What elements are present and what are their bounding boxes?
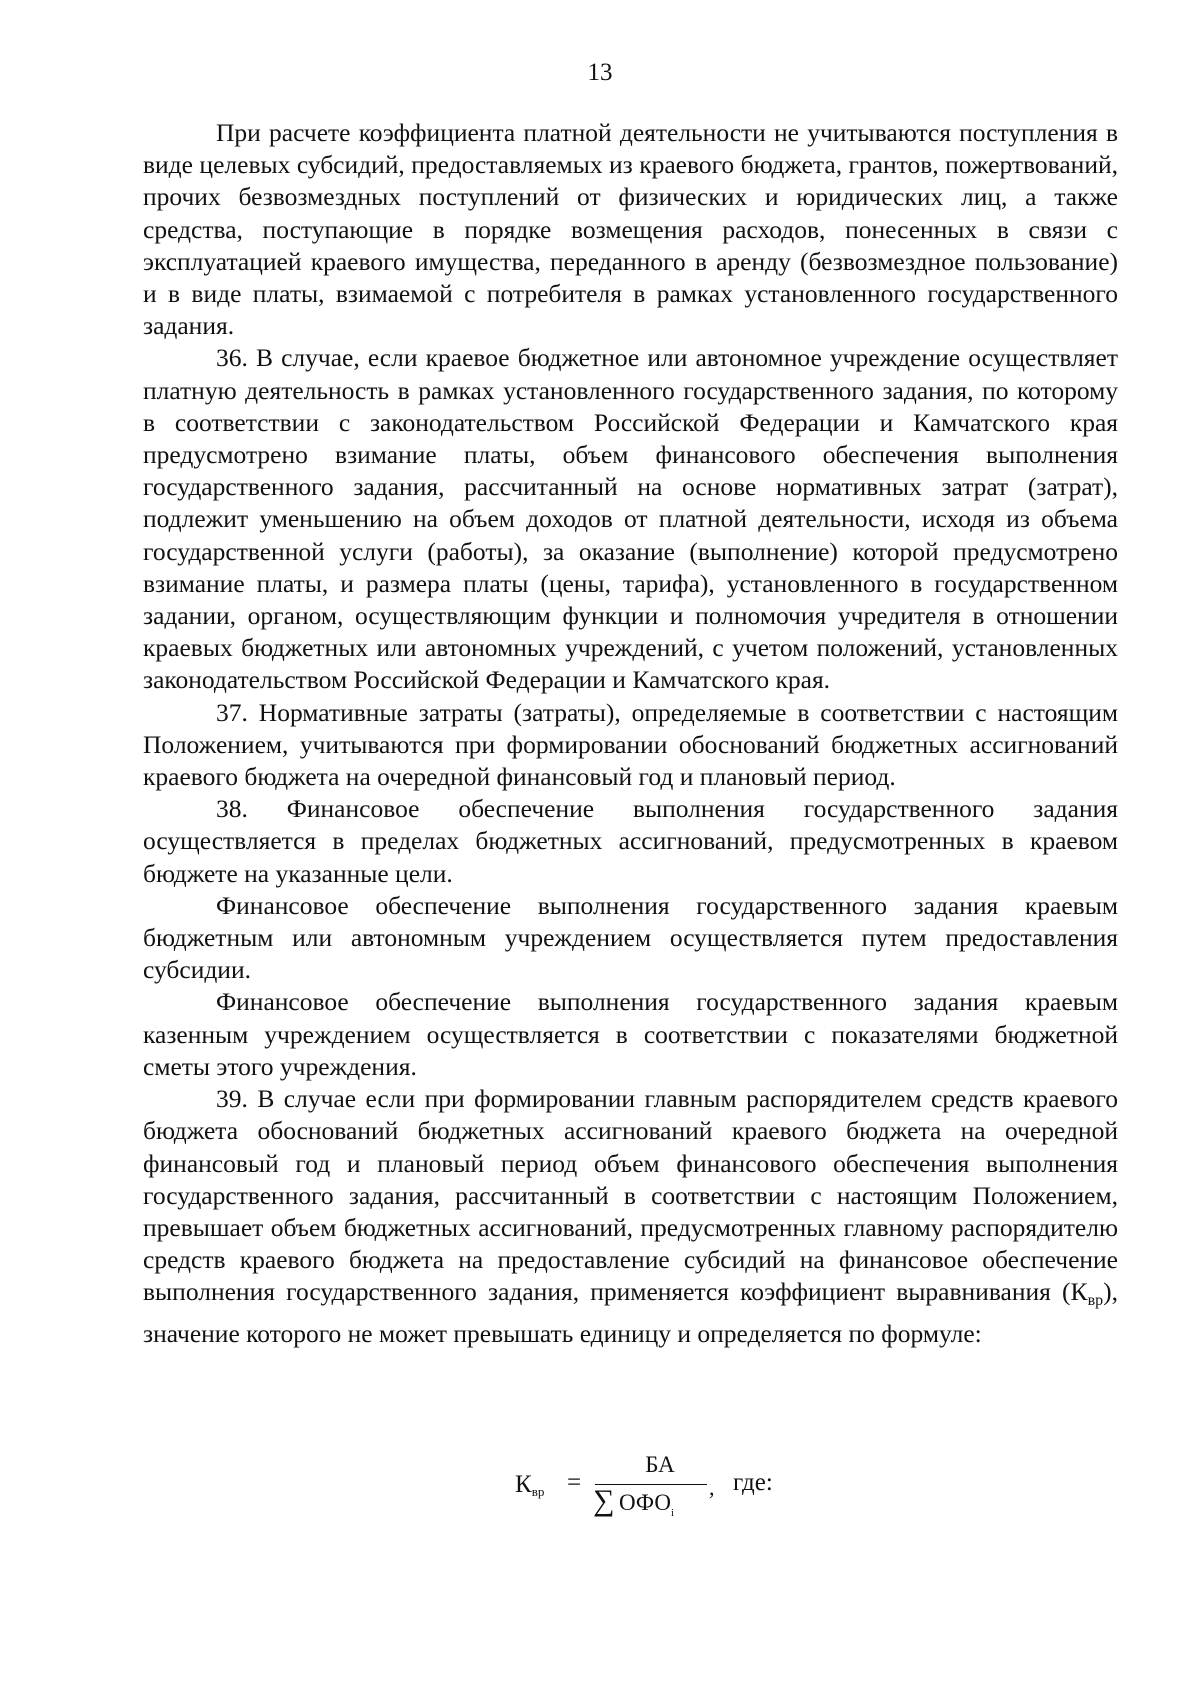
paragraph-38-budget-subsidy: Финансовое обеспечение выполнения государственного задания краевым бюджетным или автономным учреждением осуществляется путем предоставления субсидии. xyxy=(143,890,1118,985)
formula-comma: , xyxy=(709,1475,715,1500)
formula-where-label: где: xyxy=(733,1469,773,1496)
paragraph-36: 36. В случае, если краевое бюджетное или автономное учреждение осуществляет платную деятельность в рамках установленного государственного задания, по которому в соответствии с законодательством Российской Федерации и Камчатского края предусмотрено взимание платы, объем финансового обеспечения выполнения государственного задания, рассчитанный на основе нормативных затрат (затрат), подлежит уменьшению на объем доходов от платной деятельности, исходя из объема государственной услуги (работы), за оказание (выполнение) которой предусмотрено взимание платы, и размера платы (цены, тарифа), установленного в государственном задании, органом, осуществляющим функции и полномочия учредителя в отношении краевых бюджетных или автономных учреждений, с учетом положений, установленных законодательством Российской Федерации и Камчатского края. xyxy=(143,343,1118,695)
formula-line xyxy=(0,1452,1200,1522)
formula-lhs-symbol: К xyxy=(515,1471,532,1498)
paragraph-38-state-institution: Финансовое обеспечение выполнения государственного задания краевым казенным учреждением осуществляется в соответствии с показателями бюджетной сметы этого учреждения. xyxy=(143,987,1118,1081)
formula-denominator xyxy=(619,1490,674,1519)
formula-denominator-subscript: i xyxy=(670,1507,675,1519)
paragraph-37: 37. Нормативные затраты (затраты), определяемые в соответствии с настоящим Положением, учитываются при формировании обоснований бюджетных ассигнований краевого бюджета на очередной финансовый год и плановый период. xyxy=(143,697,1118,792)
formula-numerator: БА xyxy=(645,1452,675,1477)
paragraph-39 xyxy=(143,1083,1118,1350)
paragraph-39-text-before: 39. В случае если при формировании главным распорядителем средств краевого бюджета обоснований бюджетных ассигнований краевого бюджета на очередной финансовый год и плановый период объем финансового обеспечения выполнения государственного задания, рассчитанный в соответствии с настоящим Положением, превышает объем бюджетных ассигнований, предусмотренных главному распорядителю средств краевого бюджета на предоставление субсидий на финансовое обеспечение выполнения государственного задания, применяется коэффициент выравнивания (К xyxy=(143,1084,1118,1307)
paragraph-38: 38. Финансовое обеспечение выполнения государственного задания осуществляется в пределах бюджетных ассигнований, предусмотренных в краевом бюджете на указанные цели. xyxy=(143,794,1118,888)
formula-lhs-subscript: вр xyxy=(531,1484,545,1499)
formula-lhs xyxy=(515,1471,544,1500)
paragraph-fee-coefficient-exclusions: При расчете коэффициента платной деятельности не учитываются поступления в виде целевых субсидий, предоставляемых из краевого бюджета, грантов, пожертвований, прочих безвозмездных поступлений от физических и юридических лиц, а также средства, поступающие в порядке возмещения расходов, понесенных в связи с эксплуатацией краевого имущества, переданного в аренду (безвозмездное пользование) и в виде платы, взимаемой с потребителя в рамках установленного государственного задания. xyxy=(143,118,1118,341)
paragraph-39-text-after: ), значение которого не может превышать единицу и определяется по формуле: xyxy=(143,1277,1118,1348)
formula-sum-symbol: ∑ xyxy=(593,1484,615,1517)
page-number: 13 xyxy=(587,59,613,86)
formula-equals: = xyxy=(567,1469,582,1496)
document-body xyxy=(143,117,1118,1350)
paragraph-39-subscript: вр xyxy=(1087,1292,1104,1310)
formula-denominator-symbol: ОФО xyxy=(619,1490,671,1515)
